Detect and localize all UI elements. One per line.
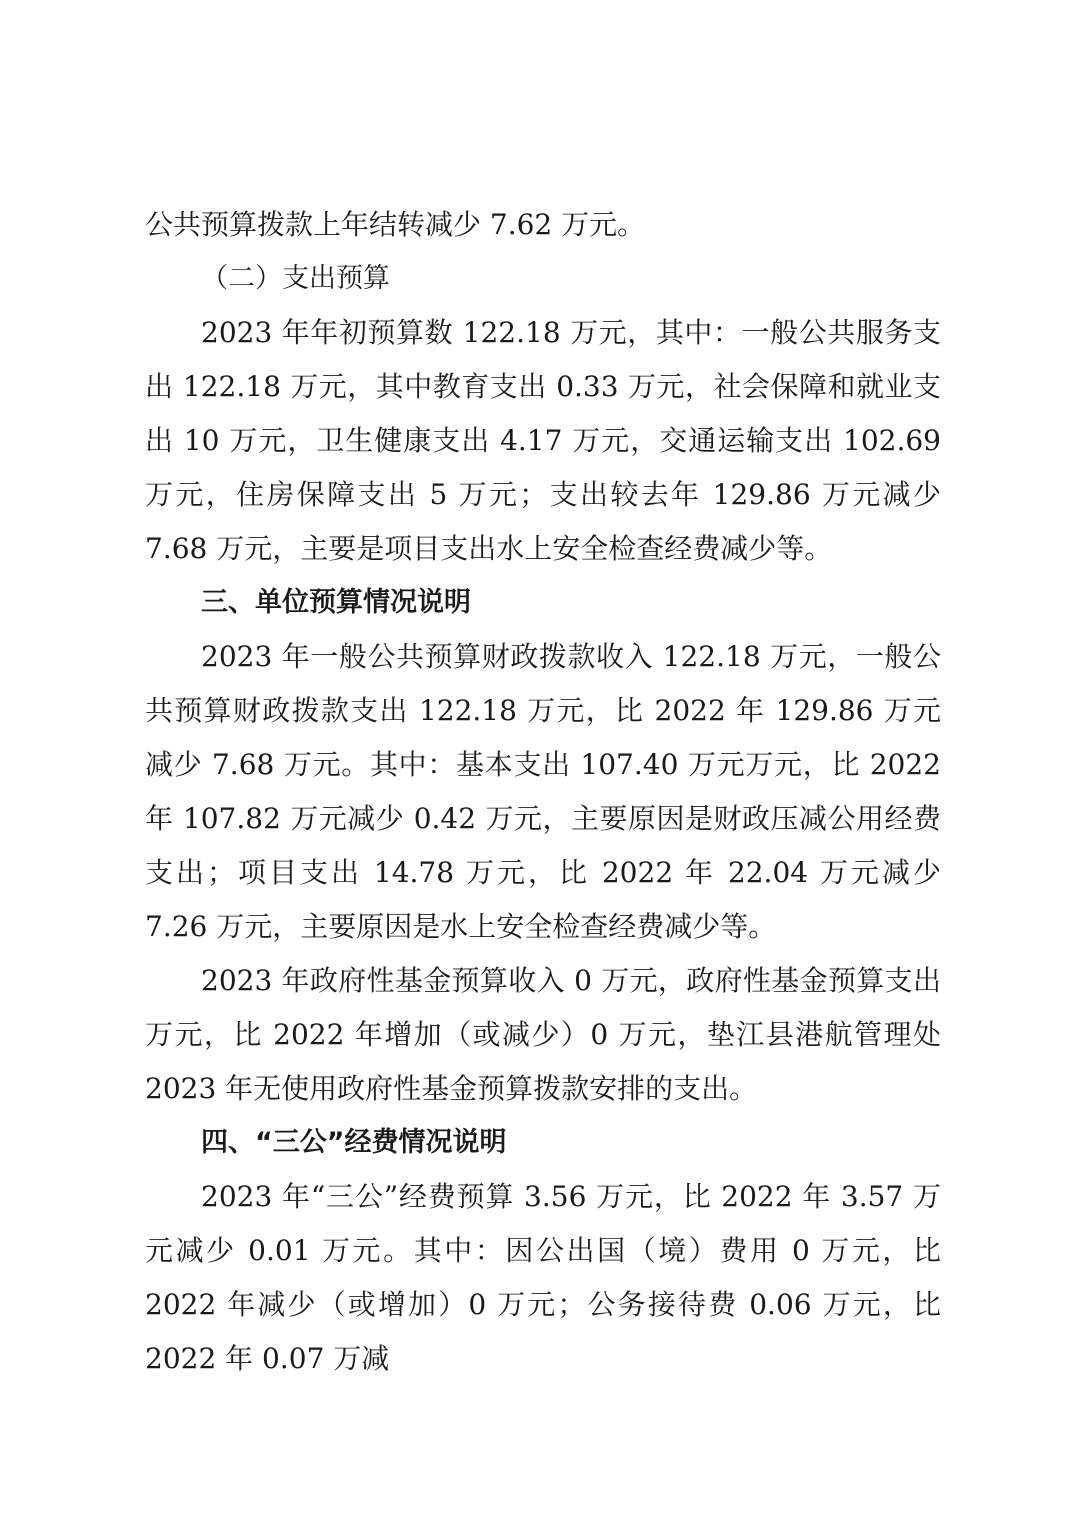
paragraph-expenditure-budget: 2023 年年初预算数 122.18 万元，其中：一般公共服务支出 122.18 万元，其中教育支出 0.33 万元，社会保障和就业支出 10 万元，卫生健康支出 4.17 万元，交通运输支出 102.69 万元，住房保障支出 5 万元；支出较去年 129.86 万元减少 7.68 万元，主要是项目支出水上安全检查经费减少等。 <box>145 316 941 565</box>
section-subheading-expenditure-budget: （二）支出预算 <box>201 263 390 294</box>
section-heading-three-public-expenses: 四、“三公”经费情况说明 <box>201 1127 507 1158</box>
document-body <box>145 198 941 1386</box>
paragraph-continuation: 公共预算拨款上年结转减少 7.62 万元。 <box>145 208 646 241</box>
paragraph-three-public-expenses: 2023 年“三公”经费预算 3.56 万元，比 2022 年 3.57 万元减少 0.01 万元。其中：因公出国（境）费用 0 万元，比 2022 年减少（或增加）0 万元；公务接待费 0.06 万元，比 2022 年 0.07 万减 <box>145 1180 941 1375</box>
paragraph-general-public-budget: 2023 年一般公共预算财政拨款收入 122.18 万元，一般公共预算财政拨款支出 122.18 万元，比 2022 年 129.86 万元减少 7.68 万元。其中：基本支出 107.40 万元万元，比 2022 年 107.82 万元减少 0.42 万元，主要原因是财政压减公用经费支出；项目支出 14.78 万元，比 2022 年 22.04 万元减少 7.26 万元，主要原因是水上安全检查经费减少等。 <box>145 640 941 943</box>
section-heading-unit-budget: 三、单位预算情况说明 <box>201 587 471 618</box>
paragraph-government-fund-budget: 2023 年政府性基金预算收入 0 万元，政府性基金预算支出万元，比 2022 年增加（或减少）0 万元，垫江县港航管理处 2023 年无使用政府性基金预算拨款安排的支出。 <box>145 964 941 1105</box>
